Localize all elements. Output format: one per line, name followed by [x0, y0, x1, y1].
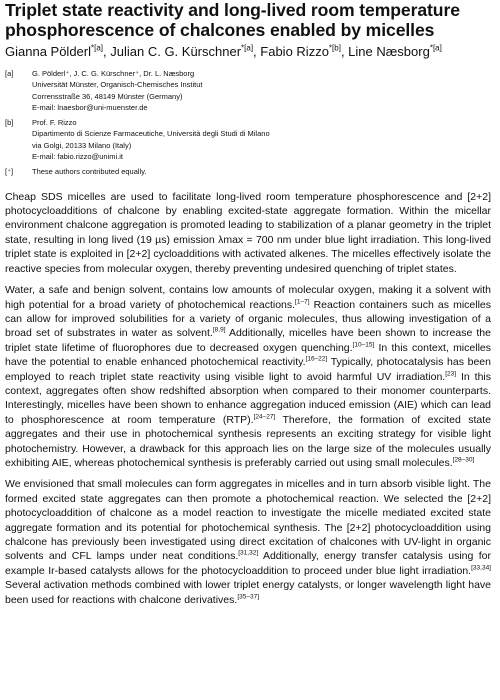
affiliation-note	[5, 166, 491, 177]
author-name: Julian C. G. Kürschner	[110, 44, 242, 59]
sentence: Water, a safe and benign solvent, contains low amounts of molecular oxygen, making it a solvent with high potential for a broad variety of photochemical reactions.	[5, 284, 491, 311]
affiliation-email: E-mail: lnaesbor@uni-muenster.de	[32, 102, 148, 112]
citation: [10–15]	[352, 341, 375, 349]
affiliation-line: Corrensstraße 36, 48149 Münster (Germany)	[32, 91, 183, 101]
affiliation-tag: [a]	[5, 69, 14, 78]
sentence: In this context, micelles have the potential to enable enhanced photochemical reactivity.	[5, 341, 491, 369]
citation: [28–30]	[452, 456, 475, 464]
author-mark: *[a]	[91, 43, 104, 53]
citation: [24–27]	[253, 413, 276, 421]
citation: [35–37]	[237, 593, 259, 601]
sentence: In this context, aggregates often show redshifted absorption when compared to their monomer counterparts. Interestingly, micelles have been shown to enhance aggregation induced emission (AIE) which can lead to phosphorescence at room temperature (RTP).	[5, 370, 491, 426]
affiliation-line: via Golgi, 20133 Milano (Italy)	[32, 140, 132, 150]
citation: [1–7]	[295, 298, 310, 306]
affiliation-email: E-mail: fabio.rizzo@unimi.it	[32, 152, 123, 162]
affiliation-line: Universität Münster, Organisch-Chemisches Institut	[32, 80, 203, 90]
citation: [33,34]	[471, 564, 491, 572]
sentence: Additionally, energy transfer catalysis using for example Ir-based catalysts allows for the photocycloaddition to proceed under blue light irradiation.	[5, 550, 491, 577]
affiliation-b	[5, 117, 491, 162]
affiliation-a	[5, 68, 491, 113]
affiliation-line: These authors contributed equally.	[32, 167, 147, 177]
citation: [23]	[445, 370, 457, 378]
affiliations	[5, 68, 491, 178]
author-mark: *[b]	[328, 43, 341, 53]
paper-title: Triplet state reactivity and long-lived room temperature phosphorescence of chalcones enabled by micelles	[5, 0, 460, 40]
sentence: Typically, photocatalysis has been employed to reach triplet state reactivity using visible light to avoid harmful UV irradiation.	[5, 356, 491, 383]
affiliation-tag: [b]	[5, 118, 14, 128]
author-list: Gianna Pölderl$^{*[a]}$, Julian C. G. Kürschner$^{*[a]}$, Fabio Rizzo$^{*[b]}$, Line Næsborg$^{*[a]}$	[5, 43, 442, 59]
intro-paragraph-2	[5, 477, 491, 607]
sentence: We envisioned that small molecules can form aggregates in micelles and in turn absorb visible light. The formed excited state aggregates can then promote a photochemical reaction. We selected the [2+2] photocycloaddition of chalcone as a model reaction to investigate the micelle mediated excited state aggregate formation and its potential for photochemical synthesis. The [2+2] photocycloaddition using chalcone has previously been investigated using direct excitation of chalcones with UV-light in organic solvents and CFL lamps under neat conditions.	[5, 478, 491, 563]
author-name: Gianna Pölderl	[5, 44, 91, 59]
affiliation-line: Dipartimento di Scienze Farmaceutiche, Università degli Studi di Milano	[32, 129, 270, 139]
affiliation-line: G. Pölderl⁺, J. C. G. Kürschner⁺, Dr. L. Næsborg	[32, 69, 195, 78]
author-mark: *[a]	[429, 43, 442, 53]
author-mark: *[a]	[241, 43, 254, 53]
affiliation-line: Prof. F. Rizzo	[32, 118, 77, 128]
sentence: Additionally, micelles have been shown to increase the triplet state lifetime of fluorophores due to decreased oxygen quenching.	[5, 327, 491, 354]
sentence: Reaction containers such as micelles can allow for improved solubilities for a variety of organic molecules, thus allowing investigation of a broad set of substrates in water as solvent.	[5, 298, 491, 340]
citation: [8,9]	[212, 326, 226, 334]
affiliation-tag: [⁺]	[5, 167, 14, 177]
intro-paragraph-1	[5, 283, 491, 470]
author-name: Fabio Rizzo	[260, 44, 329, 59]
citation: [16–22]	[305, 355, 328, 363]
abstract-paragraph: Cheap SDS micelles are used to facilitate long-lived room temperature phosphorescence and [2+2] photocycloadditions of chalcone by enabling excited-state aggregate formation. Within the micellar environment chalcone aggregation is promoted leading to stabilization of a planar geometry in the triplet state, resulting in long lived (19 µs) emission λmax = 700 nm under blue light irradiation. This long-lived triplet state is exploited in [2+2] cycloadditions with activated alkenes. The micelles effectively isolate the reactive species from molecular oxygen, thereby preventing undesired quenching of triplet states.	[5, 190, 491, 275]
author-name: Line Næsborg	[348, 44, 430, 59]
sentence: Several activation methods combined with lower triplet energy catalysts, or longer wavelength light have been used for reactions with chalcone derivatives.	[5, 579, 491, 606]
sentence: Therefore, the formation of excited state aggregates and their use in photochemical synthesis represents an exciting strategy for visible light photochemistry. However, a drawback for this approach lies on the large size of the molecules usually exhibiting AIE, whereas photochemical synthesis is preferably carried out using small molecules.	[5, 413, 491, 469]
citation: [31,32]	[238, 549, 259, 557]
